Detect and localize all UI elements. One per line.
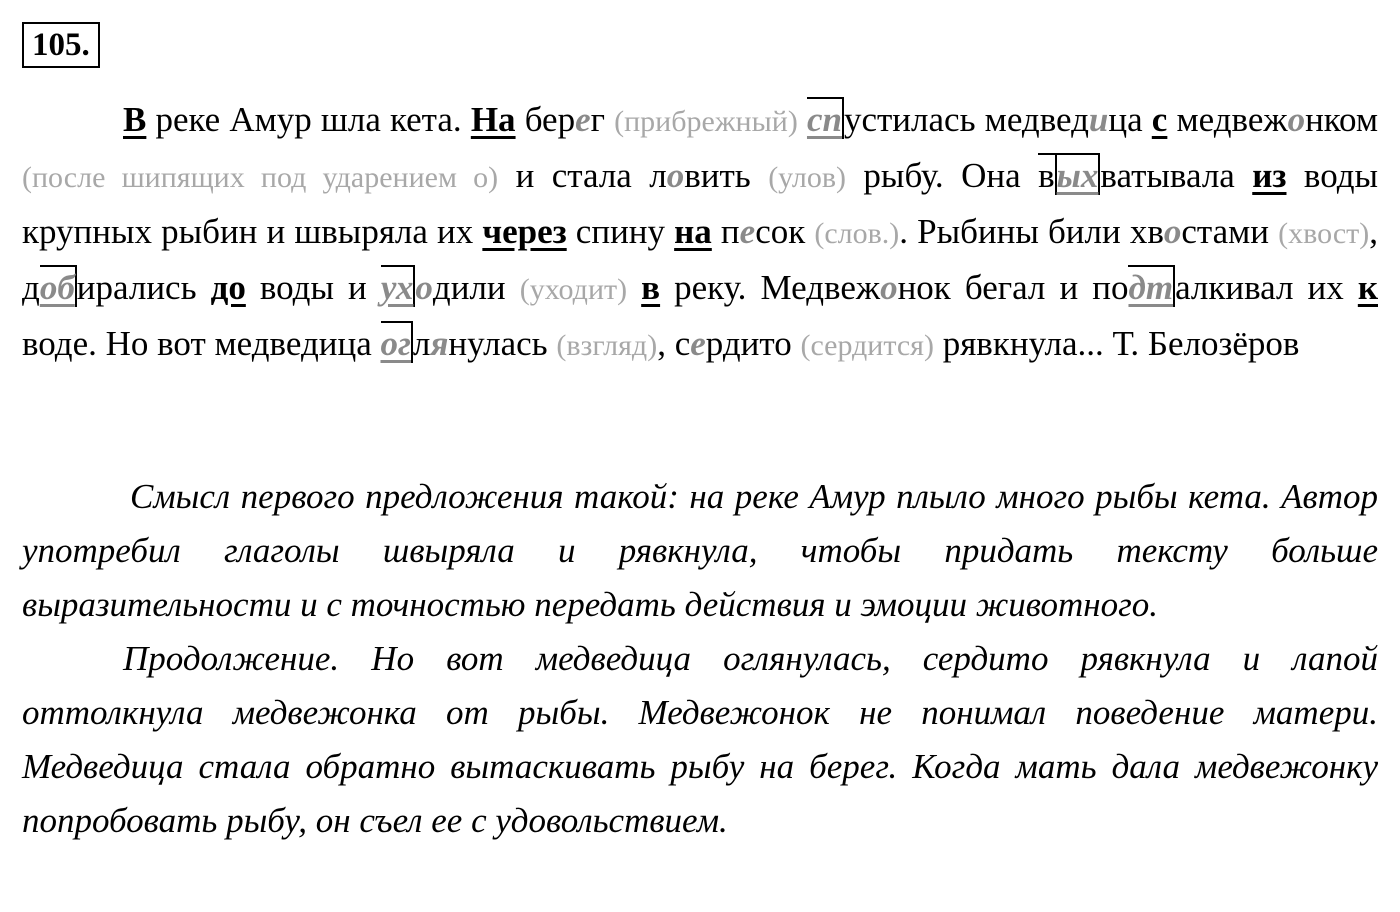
exercise-paragraph xyxy=(22,93,1378,373)
text-run: бер xyxy=(515,100,576,139)
prefix-mark: ых xyxy=(1057,153,1101,195)
preposition: на xyxy=(674,212,712,251)
check-word: (после шипящих под ударением о) xyxy=(22,161,499,194)
preposition: из xyxy=(1252,156,1287,195)
text-run: реке Амур шла кета. xyxy=(146,100,471,139)
vowel-mark: о xyxy=(1287,100,1306,139)
text-run: медвеж xyxy=(1167,100,1288,139)
text-run: рявкнула... Т. Белозёров xyxy=(933,324,1300,363)
text-run: г xyxy=(590,100,615,139)
text-run: ца xyxy=(1108,100,1152,139)
prefix-mark: дт xyxy=(1128,265,1175,307)
text-run: воды и xyxy=(245,268,381,307)
exercise-text xyxy=(22,93,1378,373)
preposition: через xyxy=(482,212,567,251)
answer-paragraph-continuation: Продолжение. Но вот медведица оглянулась, сердито рявкнула и лапой оттолкнула медвежонка от рыбы. Медвежонок не понимал поведение матери. Медведица стала обратно вытаскивать рыбу на берег. Когда мать дала медвежонку попробовать рыбу, он съел ее с удовольствием. xyxy=(22,639,1378,840)
check-word: (улов) xyxy=(768,161,846,194)
prefix-mark: ог xyxy=(381,321,413,363)
check-word: (взгляд) xyxy=(556,329,658,362)
prefix-mark: сп xyxy=(807,97,844,139)
prefix-mark: в xyxy=(1038,153,1057,195)
vowel-mark: о xyxy=(415,268,433,307)
prefix-mark: об xyxy=(40,265,77,307)
text-run: . Рыбины били хв xyxy=(899,212,1164,251)
text-run: алкивал их xyxy=(1175,268,1358,307)
check-word: (слов.) xyxy=(814,217,900,250)
text-run: рдито xyxy=(705,324,801,363)
text-run: реку. Медвеж xyxy=(660,268,881,307)
vowel-mark: е xyxy=(690,324,706,363)
text-run: ирались xyxy=(76,268,211,307)
text-run: нок бегал и по xyxy=(897,268,1129,307)
check-word: (уходит) xyxy=(519,273,628,306)
text-run: дили xyxy=(432,268,520,307)
vowel-mark: е xyxy=(739,212,756,251)
text-run: рыбу. Она xyxy=(846,156,1039,195)
preposition: до xyxy=(210,268,246,307)
text-run: и стала л xyxy=(498,156,667,195)
preposition: к xyxy=(1357,268,1378,307)
check-word: (сердится) xyxy=(800,329,934,362)
text-run: нком xyxy=(1305,100,1379,139)
answer-text xyxy=(22,470,1378,848)
text-run: спину xyxy=(566,212,675,251)
text-run: стами xyxy=(1181,212,1279,251)
answer-paragraph-meaning: Смысл первого предложения такой: на реке Амур плыло много рыбы кета. Автор употребил глаголы швыряла и рявкнула, чтобы придать тексту больше выразительности и с точностью передать действия и эмоции животного. xyxy=(22,477,1378,624)
vowel-mark: о xyxy=(880,268,898,307)
vowel-mark: о xyxy=(666,156,685,195)
text-run xyxy=(798,100,807,139)
preposition: В xyxy=(123,100,147,139)
text-run xyxy=(627,268,641,307)
preposition: На xyxy=(470,100,516,139)
text-run: п xyxy=(711,212,740,251)
text-run: л xyxy=(412,324,431,363)
check-word: (прибрежный) xyxy=(614,105,798,138)
text-run: , с xyxy=(657,324,691,363)
text-run: , д xyxy=(22,212,1379,307)
exercise-number: 105. xyxy=(22,22,100,68)
vowel-mark: я xyxy=(430,324,449,363)
text-run: вить xyxy=(684,156,769,195)
check-word: (хвост) xyxy=(1278,217,1370,250)
vowel-mark: и xyxy=(1088,100,1109,139)
vowel-mark: е xyxy=(575,100,591,139)
preposition: с xyxy=(1151,100,1168,139)
text-run: воды крупных рыбин и швыряла их xyxy=(22,156,1379,251)
vowel-mark: о xyxy=(1163,212,1182,251)
text-run: устилась медвед xyxy=(843,100,1089,139)
text-run: сок xyxy=(755,212,815,251)
text-run: ватывала xyxy=(1100,156,1253,195)
text-run: воде. Но вот медведица xyxy=(22,324,381,363)
preposition: в xyxy=(641,268,661,307)
prefix-mark: ух xyxy=(381,265,416,307)
text-run: нулась xyxy=(448,324,557,363)
